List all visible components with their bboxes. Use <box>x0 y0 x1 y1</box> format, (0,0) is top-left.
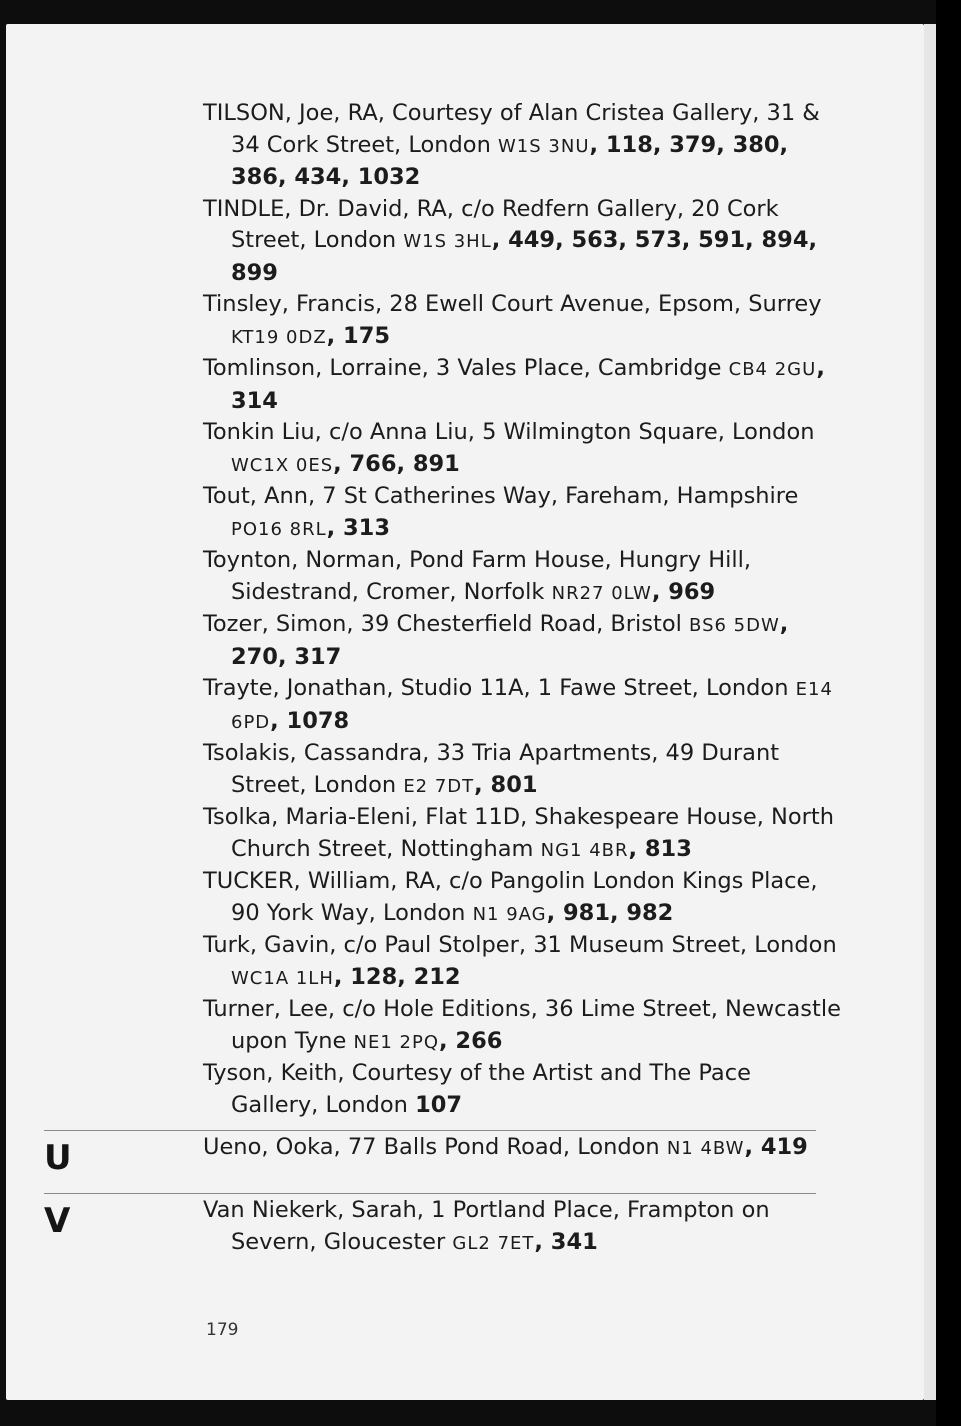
index-entry <box>203 609 843 673</box>
entry-text: TINDLE, Dr. David, RA, c/o Redfern Gallery, 20 Cork Street, London <box>203 195 779 253</box>
entry-pages: , 270, 317 <box>231 611 789 670</box>
entry-text: Tinsley, Francis, 28 Ewell Court Avenue, Epsom, Surrey <box>203 291 822 317</box>
entry-postcode: E2 7DT <box>403 775 475 797</box>
entry-pages: , 175 <box>326 322 391 349</box>
entry-postcode: E14 6PD <box>231 679 833 733</box>
entry-pages: , 341 <box>534 1228 598 1255</box>
index-entry <box>203 417 843 481</box>
entry-text: Tout, Ann, 7 St Catherines Way, Fareham, Hampshire <box>203 483 799 509</box>
index-entry <box>203 802 843 866</box>
entry-pages: , 449, 563, 573, 591, 894, 899 <box>231 227 818 286</box>
entry-text: Tozer, Simon, 39 Chesterfield Road, Bristol <box>203 611 690 637</box>
entry-postcode: CB4 2GU <box>728 359 817 380</box>
entry-text: Trayte, Jonathan, Studio 11A, 1 Fawe Street, London <box>203 675 796 701</box>
index-entry <box>203 930 843 994</box>
index-entry <box>203 98 843 194</box>
section-v <box>44 1193 816 1255</box>
entry-postcode: BS6 5DW <box>689 615 780 636</box>
index-entry <box>203 738 843 802</box>
index-entry <box>203 994 843 1058</box>
entry-postcode: KT19 0DZ <box>231 326 327 348</box>
entry-pages: , 813 <box>628 835 692 862</box>
entry-pages: , 1078 <box>270 707 350 734</box>
entry-text: Tomlinson, Lorraine, 3 Vales Place, Cambridge <box>203 355 729 381</box>
index-entries <box>203 98 843 1122</box>
entry-postcode: WC1A 1LH <box>231 967 334 989</box>
section-divider <box>44 1193 816 1194</box>
entry-text: Turk, Gavin, c/o Paul Stolper, 31 Museum Street, London <box>203 932 837 958</box>
entry-pages: , 266 <box>439 1027 503 1054</box>
index-entry <box>203 353 843 417</box>
index-entry <box>203 866 843 930</box>
entry-postcode: NE1 2PQ <box>353 1031 440 1053</box>
entry-text: Tsolakis, Cassandra, 33 Tria Apartments, 49 Durant Street, London <box>203 740 780 798</box>
entry-pages: , 801 <box>474 771 538 798</box>
entry-pages: , 766, 891 <box>333 450 460 477</box>
entry-postcode: PO16 8RL <box>231 518 327 540</box>
entry-text: TILSON, Joe, RA, Courtesy of Alan Cristea Gallery, 31 & 34 Cork Street, London <box>203 100 820 158</box>
entry-text: Turner, Lee, c/o Hole Editions, 36 Lime Street, Newcastle upon Tyne <box>203 996 841 1054</box>
entry-text: Ueno, Ooka, 77 Balls Pond Road, London <box>203 1134 667 1160</box>
entry-pages: , 313 <box>326 514 390 541</box>
entry-text: TUCKER, William, RA, c/o Pangolin London Kings Place, 90 York Way, London <box>203 868 818 926</box>
entry-postcode: N1 4BW <box>666 1138 745 1159</box>
index-entry <box>203 289 843 353</box>
entry-postcode: GL2 7ET <box>452 1232 535 1254</box>
index-entry <box>203 1195 851 1259</box>
index-entry <box>203 1058 843 1122</box>
page-number: 179 <box>206 1320 239 1340</box>
right-edge-tab <box>936 0 961 1426</box>
entry-pages: 107 <box>415 1091 463 1118</box>
index-entry <box>203 1132 851 1165</box>
index-entry <box>203 194 843 290</box>
entry-pages: , 118, 379, 380, 386, 434, 1032 <box>231 131 789 190</box>
index-entry <box>203 673 843 738</box>
entry-postcode: W1S 3HL <box>403 231 492 252</box>
entry-postcode: W1S 3NU <box>498 135 590 157</box>
section-u <box>44 1130 816 1178</box>
entry-pages: , 981, 982 <box>546 899 674 926</box>
section-letter: V <box>44 1201 71 1241</box>
entry-pages: , 969 <box>651 578 716 605</box>
entry-postcode: NG1 4BR <box>540 839 629 861</box>
entry-text: Tsolka, Maria-Eleni, Flat 11D, Shakespeare House, North Church Street, Nottingham <box>203 804 834 862</box>
index-entry <box>203 481 843 545</box>
index-entry <box>203 545 843 609</box>
entry-pages: , 419 <box>744 1134 808 1160</box>
section-letter: U <box>44 1138 72 1178</box>
entry-pages: , 314 <box>231 355 825 414</box>
entry-pages: , 128, 212 <box>333 963 461 990</box>
entry-postcode: NR27 0LW <box>551 582 652 604</box>
entry-text: Van Niekerk, Sarah, 1 Portland Place, Frampton on Severn, Gloucester <box>203 1197 770 1255</box>
entry-text: Tonkin Liu, c/o Anna Liu, 5 Wilmington Square, London <box>203 419 815 445</box>
entry-text: Toynton, Norman, Pond Farm House, Hungry Hill, Sidestrand, Cromer, Norfolk <box>203 547 752 605</box>
section-divider <box>44 1130 816 1131</box>
entry-text: Tyson, Keith, Courtesy of the Artist and The Pace Gallery, London <box>203 1060 751 1118</box>
entry-postcode: N1 9AG <box>472 903 547 925</box>
entry-postcode: WC1X 0ES <box>231 454 334 476</box>
